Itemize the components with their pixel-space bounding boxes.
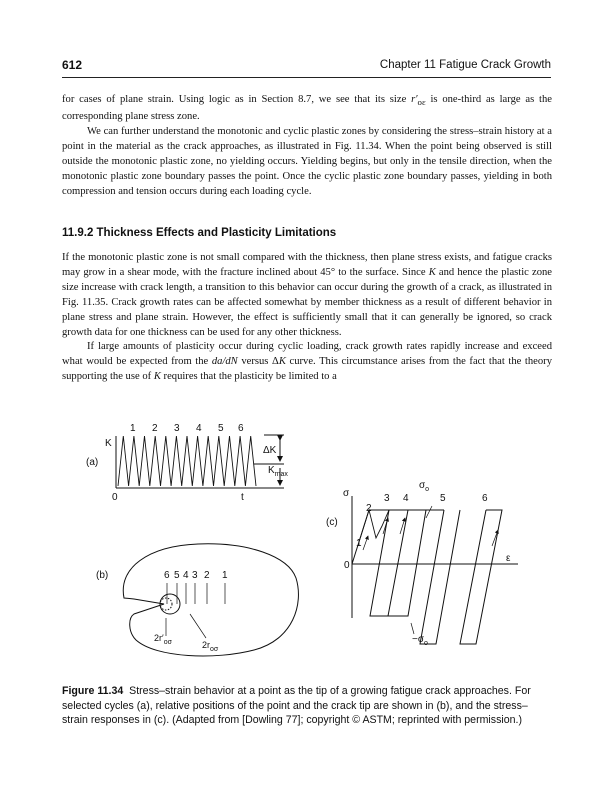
panel-b-point-numbers — [164, 570, 228, 581]
stress-strain-point-number: 3 — [384, 493, 390, 504]
point-number: 2 — [204, 570, 210, 581]
cycle-number: 4 — [196, 423, 202, 434]
figure-caption — [62, 684, 552, 728]
paragraph-4: If large amounts of plasticity occur during cyclic loading, crack growth rates rapidly increase and exceed what would be expected from the da/dN versus ΔK curve. This circumstance arises from the fact that the theory supporting the use of K requires that the plasticity be limited to a — [62, 341, 552, 383]
panel-a — [116, 435, 284, 488]
cycle-loop-5 — [420, 510, 460, 644]
stress-strain-point-number: 2 — [366, 503, 372, 514]
point-number: 3 — [192, 570, 198, 581]
point-number: 5 — [174, 570, 180, 581]
section-heading: 11.9.2 Thickness Effects and Plasticity Limitations — [62, 227, 337, 239]
panel-b-label: (b) — [96, 570, 109, 581]
point-number: 1 — [222, 570, 228, 581]
epsilon-label: ε — [506, 553, 511, 564]
panel-a-t-label: t — [241, 492, 244, 503]
cycle-number: 2 — [152, 423, 158, 434]
page-header — [62, 58, 551, 76]
cycle-loop-4 — [388, 510, 426, 616]
stress-strain-point-number: 5 — [440, 493, 446, 504]
paragraph-3: If the monotonic plastic zone is not small compared with the thickness, then plane stress exists, and fatigue cracks may grow in a shear mode, with the fracture inclined about 45° to the surface. Since K and hence the plastic zone size increase with crack length, a transition to this behavior can occur during the growth of a crack, as illustrated in Fig. 11.35. Crack growth rates can be affected somewhat by member thickness as a result of different behavior in plane stress and plane strain. However, the effect is sufficiently small that it can generally be ignored, so crack growth data for one thickness can be used for any other thickness. — [62, 252, 552, 338]
page-number: 612 — [62, 58, 83, 72]
neg-sigma-o-label: $-\sigma_o$ — [412, 634, 428, 647]
text-block-bottom — [62, 251, 552, 385]
kmax-label: $K_{max}$ — [268, 465, 288, 478]
point-number: 6 — [164, 570, 170, 581]
paragraph-2: We can further understand the monotonic and cyclic plastic zones by considering the stress–strain history at a point in the material as the crack approaches, as illustrated in Fig. 11.34. When the point being observed is still outside the monotonic plastic zone, no yielding occurs. Yielding begins, but only in the tensile direction, when the monotonic plastic zone boundary passes the point. Once the cyclic plastic zone boundary passes, yielding in both compression and tension occurs during each loading cycle. — [62, 125, 552, 197]
monotonic-zone-label: $2r_{o\sigma}$ — [202, 640, 219, 653]
stress-strain-point-number: 6 — [482, 493, 488, 504]
running-head: Chapter 11 Fatigue Crack Growth — [379, 59, 551, 71]
cycle-number: 3 — [174, 423, 180, 434]
specimen-outline — [123, 544, 298, 656]
panel-a-k-label: K — [105, 438, 112, 449]
panel-a-origin: 0 — [112, 492, 118, 503]
panel-a-label: (a) — [86, 457, 99, 468]
panel-b-point-marks — [167, 583, 225, 604]
panel-c-label: (c) — [326, 517, 338, 528]
figure-drawing — [78, 418, 538, 673]
panel-b — [123, 544, 298, 656]
header-rule — [62, 77, 551, 78]
delta-k-label: ΔK — [263, 445, 277, 456]
sigma-o-label: $\sigma_o$ — [419, 480, 430, 493]
cycle-number: 6 — [238, 423, 244, 434]
figure-caption-text: Stress–strain behavior at a point as the tip of a growing fatigue crack approaches. For selected cycles (a), relative positions of the point and the crack tip are shown in (b), and the stress–strain responses in (c). (Adapted from [Dowling 77]; copyright © ASTM; reprinted with permission.) — [62, 685, 531, 727]
point-number: 4 — [183, 570, 189, 581]
panel-a-cycle-numbers — [130, 423, 244, 434]
r-prime-symbol: r′ — [411, 94, 418, 105]
panel-c-origin: 0 — [344, 560, 350, 571]
cycle-number: 5 — [218, 423, 224, 434]
panel-c — [352, 496, 518, 644]
sigma-label: σ — [343, 488, 350, 499]
paragraph-1: for cases of plane strain. Using logic as in Section 8.7, we see that its size $r'_{o\varepsilon}$ is one-third as large as the corresponding plane stress zone. — [62, 94, 552, 123]
figure-11-34 — [78, 418, 538, 673]
panel-c-point-numbers — [356, 493, 488, 549]
stress-strain-point-number: 4 — [403, 493, 409, 504]
cycle-number: 1 — [130, 423, 136, 434]
text-block-top — [62, 93, 552, 199]
cyclic-zone-label: $2r'_{o\sigma}$ — [154, 633, 172, 646]
figure-caption-label: Figure 11.34 — [62, 685, 124, 697]
stress-strain-point-number: 1 — [356, 538, 362, 549]
panel-a-k-waveform — [118, 436, 256, 486]
cycle-loop-6 — [460, 510, 502, 644]
